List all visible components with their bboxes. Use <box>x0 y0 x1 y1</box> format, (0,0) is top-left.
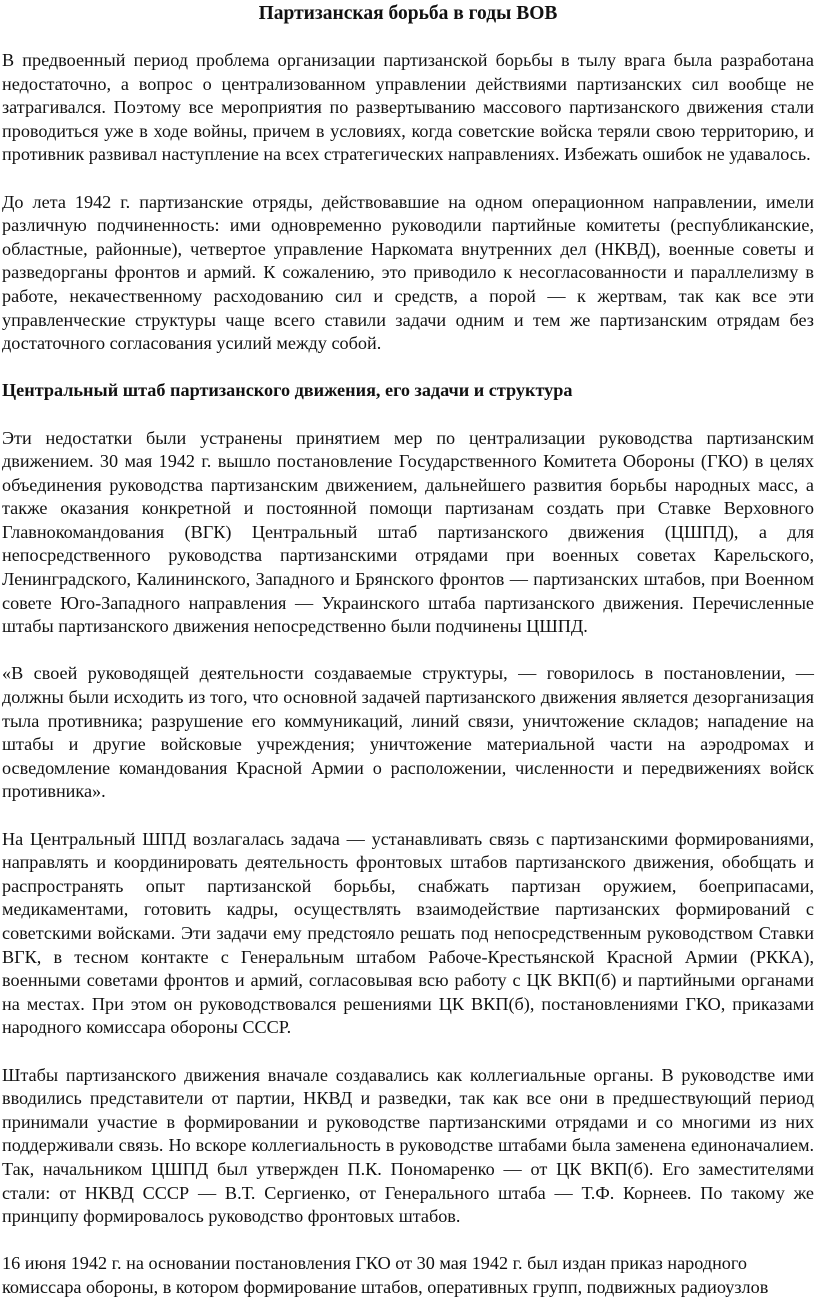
paragraph: В предвоенный период проблема организации партизанской борьбы в тылу врага была разработана недостаточно, а вопрос о централизованном управлении действиями партизанских сил вообще не затрагивался. Поэтому все мероприятия по развертыванию массового партизанского движения стали проводиться уже в ходе войны, причем в условиях, когда советские войска теряли свою территорию, и противник развивал наступление на всех стратегических направлениях. Избежать ошибок не удавалось. <box>2 50 814 165</box>
paragraph: Штабы партизанского движения вначале создавались как коллегиальные органы. В руководстве ими вводились представители от партии, НКВД и разведки, так как все они в предшествующий период принимали участие в формировании и руководстве партизанскими отрядами и со многими из них поддерживали связь. Но вскоре коллегиальность в руководстве штабами была заменена единоначалием. Так, начальником ЦШПД был утвержден П.К. Пономаренко — от ЦК ВКП(б). Его заместителями стали: от НКВД СССР — В.Т. Сергиенко, от Генерального штаба — Т.Ф. Корнеев. По такому же принципу формировалось руководство фронтовых штабов. <box>2 1064 814 1227</box>
paragraph: До лета 1942 г. партизанские отряды, действовавшие на одном операционном направлении, имели различную подчиненность: ими одновременно руководили партийные комитеты (республиканские, областные, районные), четвертое управление Наркомата внутренних дел (НКВД), военные советы и разведорганы фронтов и армий. К сожалению, это приводило к несогласованности и параллелизму в работе, некачественному расходованию сил и средств, а порой — к жертвам, так как все эти управленческие структуры чаще всего ставили задачи одним и тем же партизанским отрядам без достаточного согласования усилий между собой. <box>2 191 814 354</box>
paragraph: 16 июня 1942 г. на основании постановления ГКО от 30 мая 1942 г. был издан приказ народного комиссара обороны, в котором формирование штабов, оперативных групп, подвижных радиоузлов <box>2 1253 769 1297</box>
paragraph: На Центральный ШПД возлагалась задача — устанавливать связь с партизанскими формированиями, направлять и координировать деятельность фронтовых штабов партизанского движения, обобщать и распространять опыт партизанской борьбы, снабжать партизан оружием, боеприпасами, медикаментами, готовить кадры, осуществлять взаимодействие партизанских формирований с советскими войсками. Эти задачи ему предстояло решать под непосредственным руководством Ставки ВГК, в тесном контакте с Генеральным штабом Рабоче-Крестьянской Красной Армии (РККА), военными советами фронтов и армий, согласовывая всю работу с ЦК ВКП(б) и партийными органами на местах. При этом он руководствовался решениями ЦК ВКП(б), постановлениями ГКО, приказами народного комиссара обороны СССР. <box>2 828 814 1038</box>
paragraph: «В своей руководящей деятельности создаваемые структуры, — говорилось в постановлении, — должны были исходить из того, что основной задачей партизанского движения является дезорганизация тыла противника; разрушение его коммуникаций, линий связи, уничтожение складов; нападение на штабы и другие войсковые учреждения; уничтожение материальной части на аэродромах и осведомление командования Красной Армии о расположении, численности и передвижениях войск противника». <box>2 663 814 802</box>
document-title: Партизанская борьба в годы ВОВ <box>258 3 558 24</box>
section-heading: Центральный штаб партизанского движения, его задачи и структура <box>2 380 573 401</box>
paragraph: Эти недостатки были устранены принятием мер по централизации руководства партизанским движением. 30 мая 1942 г. вышло постановление Государственного Комитета Обороны (ГКО) в целях объединения руководства партизанским движением, дальнейшего развития борьбы народных масс, а также оказания конкретной и постоянной помощи партизанам создать при Ставке Верховного Главнокомандования (ВГК) Центральный штаб партизанского движения (ЦШПД), а для непосредственного руководства партизанскими отрядами при военных советах Карельского, Ленинградского, Калининского, Западного и Брянского фронтов — партизанских штабов, при Военном совете Юго-Западного направления — Украинского штаба партизанского движения. Перечисленные штабы партизанского движения непосредственно были подчинены ЦШПД. <box>2 427 814 637</box>
